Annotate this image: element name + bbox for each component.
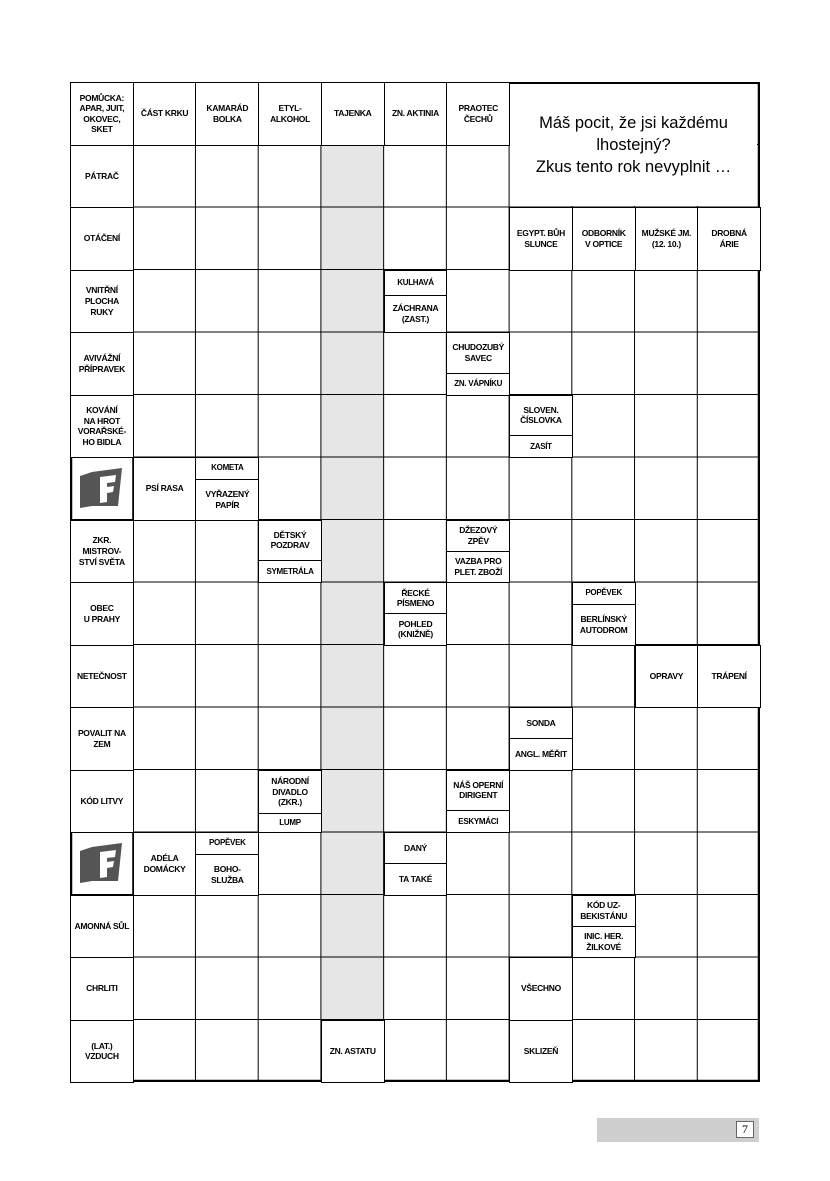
clue-cell: CHUDOZUBÝ SAVEC [446, 332, 510, 374]
clue-cell: ZKR. MISTROV- STVÍ SVĚTA [70, 520, 134, 584]
clue-cell: PSÍ RASA [133, 457, 197, 521]
clue-cell: ZN. AKTINIA [384, 82, 448, 146]
clue-cell: OBEC U PRAHY [70, 582, 134, 646]
clue-cell: MUŽSKÉ JM. (12. 10.) [635, 207, 699, 271]
clue-cell: KÓD UZ- BEKISTÁNU [572, 895, 636, 927]
clue-cell: TRÁPENÍ [697, 645, 761, 709]
clue-cell: ZN. VÁPNÍKU [446, 373, 510, 396]
clue-cell: AVIVÁŽNÍ PŘÍPRAVEK [70, 332, 134, 396]
clue-cell: OTÁČENÍ [70, 207, 134, 271]
clue-cell: ČÁST KRKU [133, 82, 197, 146]
clue-cell: SLOVEN. ČÍSLOVKA [509, 395, 573, 437]
clue-cell: VYŘAZENÝ PAPÍR [195, 479, 259, 521]
tajenka-column [321, 145, 384, 1020]
clue-cell: TA TAKÉ [384, 863, 448, 895]
clue-cell: VAZBA PRO PLET. ZBOŽÍ [446, 551, 510, 583]
clue-cell: KOMETA [195, 457, 259, 480]
clue-cell: DANÝ [384, 832, 448, 864]
clue-cell: ADÉLA DOMÁCKY [133, 832, 197, 896]
clue-cell: (LAT.) VZDUCH [70, 1020, 134, 1084]
clue-cell: NETEČNOST [70, 645, 134, 709]
clue-cell: NÁRODNÍ DIVADLO (ZKR.) [258, 770, 322, 815]
clue-cell: KOVÁNÍ NA HROT VORAŘSKÉ- HO BIDLA [70, 395, 134, 459]
publisher-logo-icon [70, 457, 133, 520]
clue-cell: ZN. ASTATU [321, 1020, 385, 1084]
clue-cell: NÁŠ OPERNÍ DIRIGENT [446, 770, 510, 812]
clue-cell: ANGL. MĚŘIT [509, 738, 573, 770]
clue-cell: BERLÍNSKÝ AUTODROM [572, 604, 636, 646]
page-number: 7 [736, 1121, 754, 1138]
clue-cell: ETYL- ALKOHOL [258, 82, 322, 146]
clue-cell: SKLIZEŇ [509, 1020, 573, 1084]
clue-cell: POVALIT NA ZEM [70, 707, 134, 771]
clue-cell: VNITŘNÍ PLOCHA RUKY [70, 270, 134, 334]
clue-cell: ZÁCHRANA (ZAST.) [384, 295, 448, 334]
clue-cell: DŽEZOVÝ ZPĚV [446, 520, 510, 552]
clue-cell: ESKYMÁCI [446, 810, 510, 833]
clue-cell: POHLED (KNIŽNĚ) [384, 613, 448, 645]
clue-cell: KULHAVÁ [384, 270, 448, 296]
clue-cell: SONDA [509, 707, 573, 739]
intro-message: Máš pocit, že jsi každému lhostejný? Zkus tento rok nevyplnit … [510, 84, 757, 206]
page-number-bar [597, 1118, 759, 1142]
clue-cell: AMONNÁ SŮL [70, 895, 134, 959]
clue-cell: INIC. HER. ŽILKOVÉ [572, 926, 636, 958]
clue-cell: POMŮCKA: APAR, JUIT, OKOVEC, SKET [70, 82, 134, 146]
clue-cell: KAMARÁD BOLKA [195, 82, 259, 146]
clue-cell: ZASÍT [509, 435, 573, 458]
logo-mark-icon [78, 466, 124, 510]
clue-cell: SYMETRÁLA [258, 560, 322, 583]
clue-cell: VŠECHNO [509, 957, 573, 1021]
clue-cell: CHRLITI [70, 957, 134, 1021]
clue-cell: ŘECKÉ PÍSMENO [384, 582, 448, 614]
clue-cell: ODBORNÍK V OPTICE [572, 207, 636, 271]
publisher-logo-icon [70, 832, 133, 895]
crossword-grid [70, 82, 760, 1082]
clue-cell: OPRAVY [635, 645, 699, 709]
clue-cell: BOHO- SLUŽBA [195, 854, 259, 896]
logo-mark-icon [78, 841, 124, 885]
clue-cell: PÁTRAČ [70, 145, 134, 209]
clue-cell: TAJENKA [321, 82, 385, 146]
clue-cell: DĚTSKÝ POZDRAV [258, 520, 322, 562]
clue-cell: LUMP [258, 813, 322, 833]
clue-cell: KÓD LITVY [70, 770, 134, 834]
clue-cell: DROBNÁ ÁRIE [697, 207, 761, 271]
clue-cell: POPĚVEK [572, 582, 636, 605]
clue-cell: PRAOTEC ČECHŮ [446, 82, 510, 146]
clue-cell: POPĚVEK [195, 832, 259, 855]
clue-cell: EGYPT. BŮH SLUNCE [509, 207, 573, 271]
